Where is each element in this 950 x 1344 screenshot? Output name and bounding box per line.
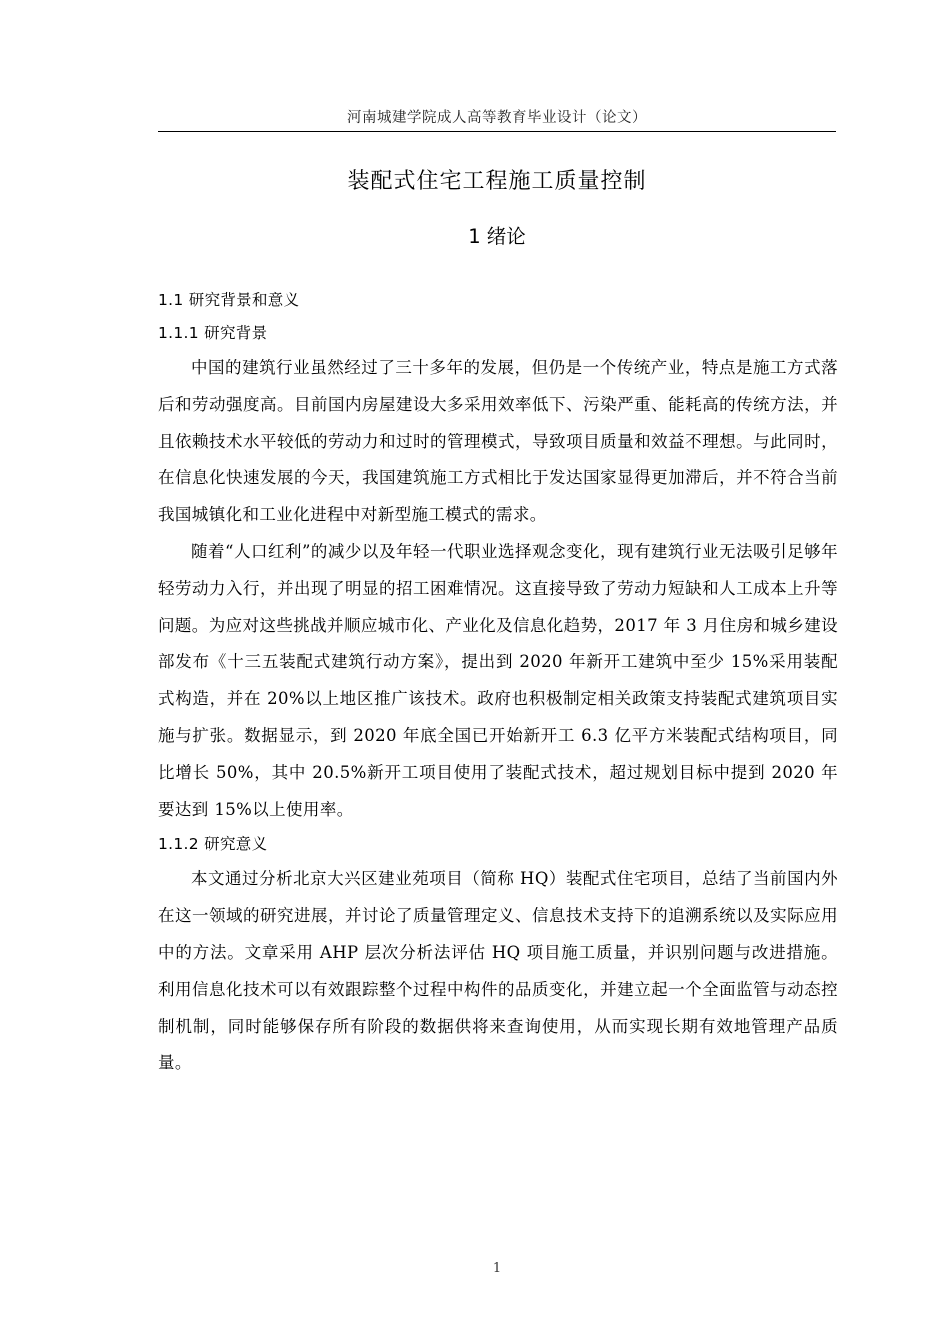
page-header: 河南城建学院成人高等教育毕业设计（论文） [158,107,836,132]
document-title: 装配式住宅工程施工质量控制 [347,169,647,194]
paragraph-background-1: 中国的建筑行业虽然经过了三十多年的发展，但仍是一个传统产业，特点是施工方式落后和劳动强度高。目前国内房屋建设大多采用效率低下、污染严重、能耗高的传统方法，并且依赖技术水平较低的劳动力和过时的管理模式，导致项目质量和效益不理想。与此同时，在信息化快速发展的今天，我国建筑施工方式相比于发达国家显得更加滞后，并不符合当前我国城镇化和工业化进程中对新型施工模式的需求。 [158,358,838,525]
page-number: 1 [492,1261,502,1276]
section-heading-1-1-2: 1.1.2 研究意义 [158,835,268,854]
section-heading-1-1-1: 1.1.1 研究背景 [158,324,268,342]
section-heading-1-1: 1.1 研究背景和意义 [158,291,300,309]
paragraph-significance: 本文通过分析北京大兴区建业苑项目（简称 HQ）装配式住宅项目，总结了当前国内外在这一领域的研究进展，并讨论了质量管理定义、信息技术支持下的追溯系统以及实际应用中的方法。文章采用 AHP 层次分析法评估 HQ 项目施工质量，并识别问题与改进措施。利用信息化技术可以有效跟踪整个过程中构件的品质变化，并建立起一个全面监管与动态控制机制，同时能够保存所有阶段的数据供将来查询使用，从而实现长期有效地管理产品质量。 [158,869,838,1073]
main-content [158,284,838,1082]
chapter-title: 1 绪论 [468,225,526,248]
paragraph-background-2: 随着“人口红利”的减少以及年轻一代职业选择观念变化，现有建筑行业无法吸引足够年轻劳动力入行，并出现了明显的招工困难情况。这直接导致了劳动力短缺和人工成本上升等问题。为应对这些挑战并顺应城市化、产业化及信息化趋势，2017 年 3 月住房和城乡建设部发布《十三五装配式建筑行动方案》，提出到 2020 年新开工建筑中至少 15%采用装配式构造，并在 20%以上地区推广该技术。政府也积极制定相关政策支持装配式建筑项目实施与扩张。数据显示，到 2020 年底全国已开始新开工 6.3 亿平方米装配式结构项目，同比增长 50%，其中 20.5%新开工项目使用了装配式技术，超过规划目标中提到 2020 年要达到 15%以上使用率。 [158,541,838,819]
